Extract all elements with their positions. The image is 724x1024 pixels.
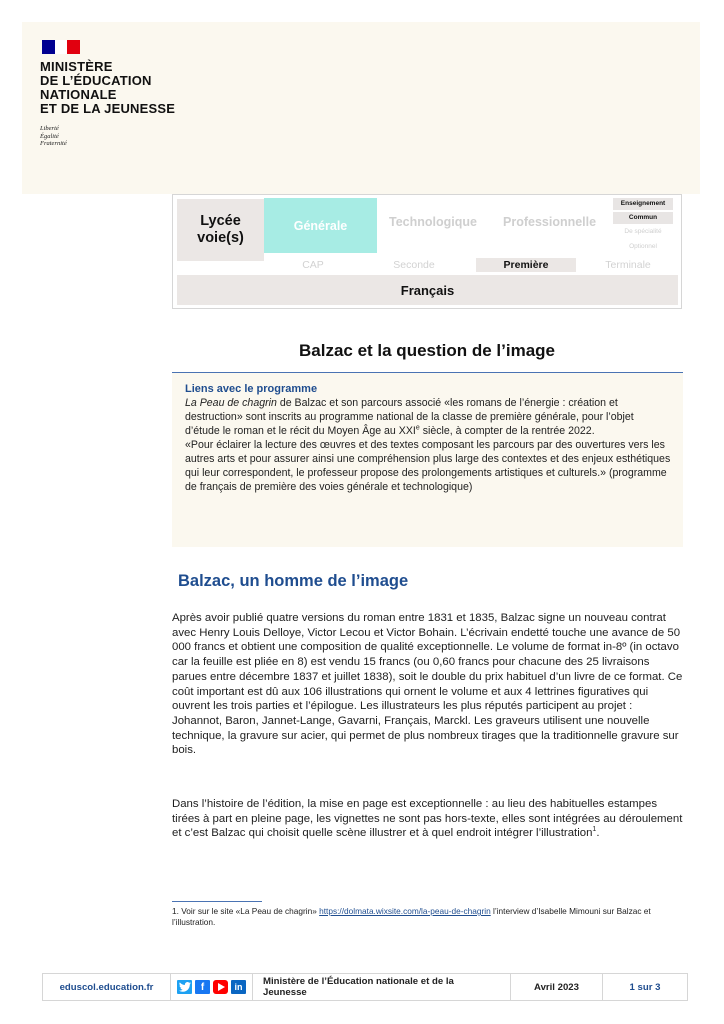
motto-line: Liberté [40,125,59,132]
level-seconde: Seconde [393,259,435,271]
footnote [172,906,692,928]
program-box [172,372,683,547]
voie-professionnelle: Professionnelle [503,215,597,229]
eduscol-link[interactable]: eduscol.education.fr [43,974,171,1000]
youtube-icon[interactable] [213,980,228,994]
footnote-link[interactable]: https://dolmata.wixsite.com/la-peau-de-chagrin [319,906,491,916]
section-heading: Balzac, un homme de l’image [178,572,409,590]
footnote-text: 1. Voir sur le site «La Peau de chagrin» [172,906,320,916]
body-text: Dans l’histoire de l’édition, la mise en page est exceptionnelle : au lieu des habituelles estampes tirées à part en pleine page, les vignettes ne sont pas hors-texte, elles sont intégrées au déroulement et c’est Balzac qui choisit quelle scène illustrer et à quel endroit intégrer l’illustration [172,798,683,840]
ministry-line: MINISTÈRE [40,59,113,74]
level-terminale: Terminale [605,259,651,271]
ministry-line: NATIONALE [40,87,117,102]
voie-technologique: Technologique [389,215,477,229]
level-premiere: Première [476,258,576,272]
twitter-icon[interactable] [177,980,192,994]
republic-flag-logo [42,40,80,54]
ministry-name [40,60,175,116]
linkedin-icon[interactable]: in [231,980,246,994]
footer-ministry: Ministère de l’Éducation nationale et de la Jeunesse [253,974,511,1000]
book-title: La Peau de chagrin [185,397,277,409]
voies-label: voie(s) [197,230,244,246]
motto-line: Égalité [40,132,59,140]
voie-generale: Générale [264,198,377,253]
program-heading: Liens avec le programme [185,383,318,395]
republic-motto [40,125,67,148]
enseignement-optionnel: Optionnel [629,243,657,250]
document-title: Balzac et la question de l’image [298,341,556,360]
page-footer [42,973,688,1001]
level-cap: CAP [302,259,324,271]
page-number: 1 sur 3 [629,981,661,993]
lycee-label: Lycée [200,213,241,229]
footer-date: Avril 2023 [511,974,603,1000]
ministry-line: ET DE LA JEUNESSE [40,101,176,116]
program-paragraph-1 [185,396,671,438]
subject-bar: Français [177,275,678,305]
lycee-cell [177,199,264,261]
body-text: . [596,827,600,840]
body-paragraph-1: Après avoir publié quatre versions du roman entre 1831 et 1835, Balzac signe un nouveau contrat avec Henry Louis Delloye, Victor Lecou et Victor Bohain. L’écrivain endetté touche une avance de 50 000 francs et obtient une composition de qualité exceptionnelle. Le volume de format in-8º (in octavo car la feuille est pliée en 8) est vendu 15 francs (ou 0,60 francs pour chacune des 25 livraisons parues entre décembre 1837 et juillet 1838), soit le double du prix habituel d’un livre de ce format. Ce coût important est dû aux 106 illustrations qui ornent le volume et aux 4 lettrines figuratives qui ouvrent les trois parties et l’épilogue. Les illustrateurs les plus réputés participent au projet : Johannot, Baron, Jannet-Lange, Gavarni, Français, Marckl. Les graveurs utilisent une nouvelle technique, la gravure sur acier, qui permet de plus nombreux tirages que la traditionnelle gravure sur bois. [172,612,683,757]
facebook-icon[interactable]: f [195,980,210,994]
program-text: de Balzac et son parcours associé «les romans de l’énergie : création et destruction» sont inscrits au programme national de la classe de première générale, pour l’objet d’étude le roman et le récit du Moyen Âge au XXI [185,397,634,437]
program-text: siècle, à compter de la rentrée 2022. [419,425,595,437]
ministry-line: DE L’ÉDUCATION [40,73,152,88]
enseignement-commun: Commun [613,212,673,224]
footnote-text: l’interview d’Isabelle Mimouni sur Balzac et l’illustration. [172,906,651,927]
footnote-divider [172,901,262,902]
enseignement-specialite: De spécialité [624,228,662,235]
program-paragraph-2: «Pour éclairer la lecture des œuvres et des textes composant les parcours par des ouvertures vers les autres arts et pour assurer ainsi une compréhension plus large des contextes et des enjeux esthétiques qui leur correspondent, le professeur propose des prolongements artistiques et culturels.» (programme de français de première des voies générale et technologique) [185,439,671,493]
social-links [171,974,253,1000]
century-superscript: e [415,424,420,432]
curriculum-header-table [172,194,682,309]
body-paragraph-2 [172,797,684,841]
enseignement-label: Enseignement [613,198,673,210]
footnote-marker[interactable]: 1 [592,826,597,834]
motto-line: Fraternité [40,140,67,147]
